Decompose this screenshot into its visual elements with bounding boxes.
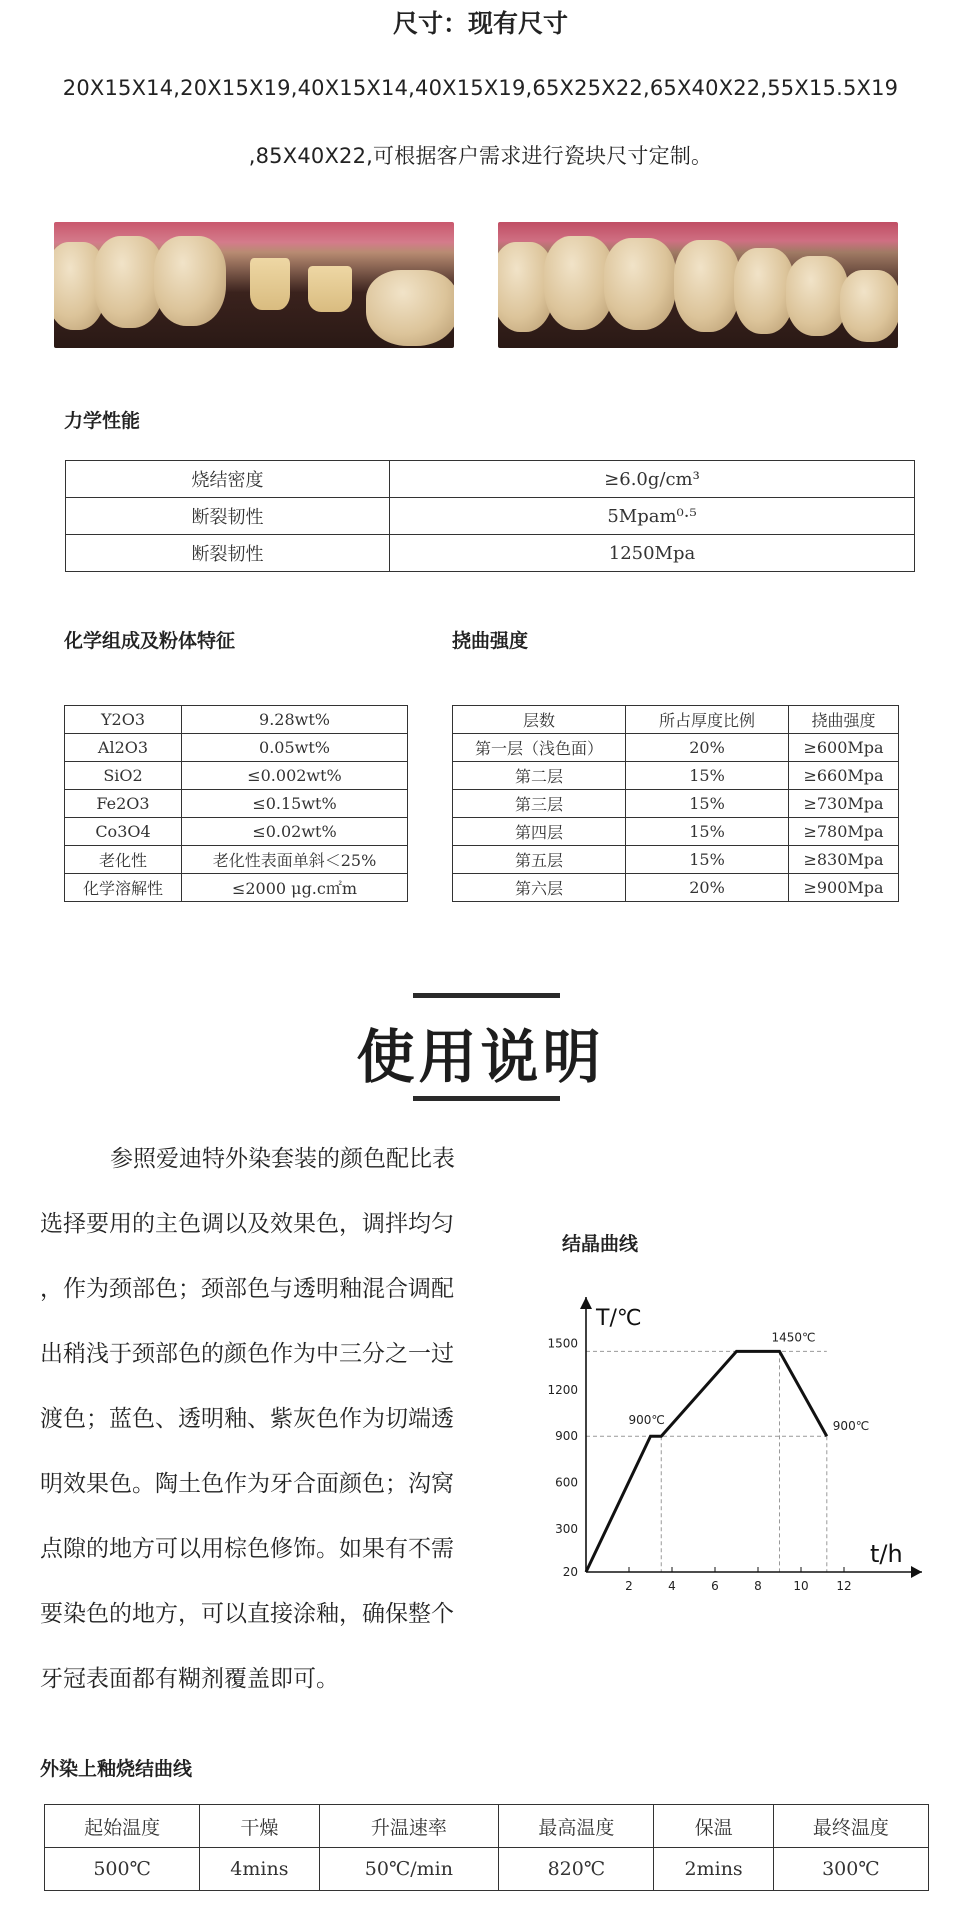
temperature-annotation: 1450℃	[771, 1330, 816, 1345]
glaze-header-cell: 最终温度	[773, 1805, 928, 1848]
table-row	[65, 762, 408, 790]
flex-cell: 第三层	[453, 790, 626, 818]
chem-name-cell: 老化性	[65, 846, 182, 874]
size-title: 尺寸：现有尺寸	[392, 9, 568, 38]
flex-cell: 第二层	[453, 762, 626, 790]
mechanical-section-title: 力学性能	[64, 410, 141, 432]
chem-name-cell: Co3O4	[65, 818, 182, 846]
instructions-title: 使用说明	[356, 1023, 605, 1091]
glaze-value-cell: 300℃	[773, 1848, 928, 1891]
glaze-value-cell: 2mins	[654, 1848, 773, 1891]
chem-name-cell: Al2O3	[65, 734, 182, 762]
flex-cell: ≥780Mpa	[789, 818, 899, 846]
instruction-line: 明效果色。陶土色作为牙合面颜色；沟窝	[40, 1471, 454, 1497]
glaze-table	[44, 1804, 929, 1891]
chem-value-cell: ≤0.002wt%	[182, 762, 408, 790]
chem-value-cell: ≤0.02wt%	[182, 818, 408, 846]
table-row	[66, 498, 915, 535]
y-tick-label: 1200	[547, 1382, 578, 1397]
glaze-value-cell: 4mins	[200, 1848, 319, 1891]
x-axis-arrow-icon	[911, 1566, 922, 1578]
mech-value-cell: 5Mpam⁰·⁵	[390, 498, 915, 535]
flex-header-cell: 所占厚度比例	[626, 706, 789, 734]
flex-header-cell: 层数	[453, 706, 626, 734]
flex-cell: 第五层	[453, 846, 626, 874]
flex-cell: 第四层	[453, 818, 626, 846]
instruction-line: 选择要用的主色调以及效果色，调拌均匀	[40, 1211, 454, 1237]
chem-value-cell: ≤2000 μg.c㎡m	[182, 874, 408, 902]
chemical-table	[64, 705, 408, 902]
mech-value-cell: 1250Mpa	[390, 535, 915, 572]
title-rule-bottom	[413, 1096, 560, 1101]
table-row	[65, 846, 408, 874]
y-tick-label: 900	[555, 1429, 578, 1444]
flex-cell: 15%	[626, 818, 789, 846]
table-row	[65, 818, 408, 846]
glaze-header-cell: 升温速率	[319, 1805, 499, 1848]
x-tick-label: 8	[754, 1579, 762, 1593]
table-row	[66, 535, 915, 572]
flex-cell: ≥830Mpa	[789, 846, 899, 874]
table-row	[453, 706, 899, 734]
temperature-annotation: 900℃	[628, 1413, 665, 1428]
chart-title: 结晶曲线	[562, 1233, 639, 1255]
chem-name-cell: SiO2	[65, 762, 182, 790]
x-tick-label: 12	[836, 1579, 852, 1593]
y-axis-label: T/℃	[596, 1306, 642, 1331]
chem-value-cell: 9.28wt%	[182, 706, 408, 734]
table-row	[65, 706, 408, 734]
table-row	[453, 874, 899, 902]
x-tick-label: 10	[793, 1579, 809, 1593]
size-list-line-2: ,85X40X22,可根据客户需求进行瓷块尺寸定制。	[248, 144, 713, 168]
glaze-section-title: 外染上釉烧结曲线	[40, 1758, 193, 1780]
glaze-header-cell: 保温	[654, 1805, 773, 1848]
mech-name-cell: 断裂韧性	[66, 498, 390, 535]
chem-name-cell: Fe2O3	[65, 790, 182, 818]
x-tick-label: 6	[711, 1579, 719, 1593]
flex-cell: 20%	[626, 734, 789, 762]
instruction-line: ，作为颈部色；颈部色与透明釉混合调配	[40, 1276, 454, 1302]
crystallization-chart	[530, 1285, 930, 1595]
chem-name-cell: Y2O3	[65, 706, 182, 734]
glaze-value-cell: 50℃/min	[319, 1848, 499, 1891]
flex-cell: ≥660Mpa	[789, 762, 899, 790]
y-tick-label: 600	[555, 1475, 578, 1490]
instruction-line: 牙冠表面都有糊剂覆盖即可。	[40, 1666, 339, 1692]
instruction-line: 出稍浅于颈部色的颜色作为中三分之一过	[40, 1341, 454, 1367]
title-rule-top	[413, 993, 560, 998]
table-row	[45, 1805, 929, 1848]
mech-name-cell: 烧结密度	[66, 461, 390, 498]
temperature-annotation: 900℃	[832, 1419, 870, 1434]
chem-value-cell: 0.05wt%	[182, 734, 408, 762]
series-line	[586, 1351, 827, 1572]
instruction-line: 渡色；蓝色、透明釉、紫灰色作为切端透	[40, 1406, 454, 1432]
flex-cell: 15%	[626, 762, 789, 790]
table-row	[453, 790, 899, 818]
chem-value-cell: ≤0.15wt%	[182, 790, 408, 818]
glaze-value-cell: 820℃	[499, 1848, 654, 1891]
flex-cell: 第六层	[453, 874, 626, 902]
mechanical-table	[65, 460, 915, 572]
x-axis-label: t/h	[870, 1540, 903, 1568]
mech-value-cell: ≥6.0g/cm³	[390, 461, 915, 498]
chem-value-cell: 老化性表面单斜＜25%	[182, 846, 408, 874]
table-row	[453, 762, 899, 790]
instruction-line: 参照爱迪特外染套装的颜色配比表	[110, 1146, 455, 1172]
table-row	[453, 846, 899, 874]
x-tick-label: 2	[625, 1579, 633, 1593]
flex-cell: 20%	[626, 874, 789, 902]
y-tick-label: 300	[555, 1521, 578, 1536]
flex-cell: 15%	[626, 846, 789, 874]
table-row	[65, 874, 408, 902]
y-axis-arrow-icon	[580, 1297, 592, 1309]
flex-header-cell: 挠曲强度	[789, 706, 899, 734]
size-list-line-1: 20X15X14,20X15X19,40X15X14,40X15X19,65X25X22,65X40X22,55X15.5X19	[62, 76, 899, 100]
flex-cell: ≥900Mpa	[789, 874, 899, 902]
flex-cell: 15%	[626, 790, 789, 818]
instruction-line: 要染色的地方，可以直接涂釉，确保整个	[40, 1601, 454, 1627]
flex-cell: ≥600Mpa	[789, 734, 899, 762]
dental-photo-before	[54, 222, 454, 348]
dental-photo-after	[498, 222, 898, 348]
glaze-header-cell: 最高温度	[499, 1805, 654, 1848]
glaze-value-cell: 500℃	[45, 1848, 200, 1891]
y-tick-label: 1500	[547, 1336, 578, 1351]
flex-cell: ≥730Mpa	[789, 790, 899, 818]
flex-cell: 第一层（浅色面）	[453, 734, 626, 762]
table-row	[453, 734, 899, 762]
table-row	[453, 818, 899, 846]
flexural-table	[452, 705, 899, 902]
glaze-header-cell: 起始温度	[45, 1805, 200, 1848]
table-row	[65, 734, 408, 762]
chemical-section-title: 化学组成及粉体特征	[64, 630, 236, 652]
mech-name-cell: 断裂韧性	[66, 535, 390, 572]
table-row	[66, 461, 915, 498]
table-row	[45, 1848, 929, 1891]
instruction-line: 点隙的地方可以用棕色修饰。如果有不需	[40, 1536, 454, 1562]
flexural-section-title: 挠曲强度	[452, 630, 529, 652]
table-row	[65, 790, 408, 818]
y-tick-label: 20	[562, 1565, 578, 1579]
glaze-header-cell: 干燥	[200, 1805, 319, 1848]
chem-name-cell: 化学溶解性	[65, 874, 182, 902]
x-tick-label: 4	[668, 1579, 676, 1593]
